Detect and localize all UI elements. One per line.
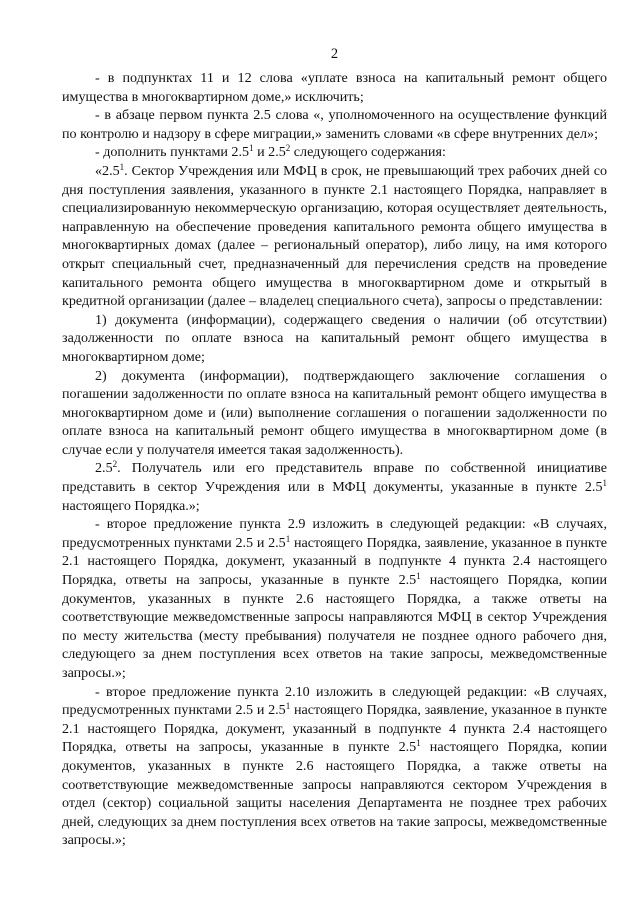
paragraph-text: 2.5 bbox=[95, 460, 113, 477]
superscript-index: 2 bbox=[285, 143, 291, 154]
paragraph-text: . Получатель или его представитель вправе по собственной инициативе представить в сектор Учреждения или в МФЦ документы, указанные в пункте 2.5 bbox=[62, 460, 607, 496]
paragraph-text: 1) документа (информации), содержащего сведения о наличии (об отсутствии) задолженности по оплате взноса на капитальный ремонт общего имущества в многоквартирном доме; bbox=[62, 311, 607, 365]
paragraph-text: «2.5 bbox=[95, 162, 120, 179]
paragraph bbox=[62, 311, 607, 367]
paragraph bbox=[62, 162, 607, 311]
paragraph-text: . Сектор Учреждения или МФЦ в срок, не превышающий трех рабочих дней со дня поступления заявления, указанного в пункте 2.1 настоящего Порядка, направляет в специализированную некоммерческую организацию, которая осуществляет деятельность, направленную на обеспечение проведения капитального ремонта общего имущества в многоквартирных домах (далее – региональный оператор), либо лицу, на имя которого открыт специальный счет, предназначенный для перечисления средств на проведение капитального ремонта общего имущества в многоквартирном доме и открытый в кредитной организации (далее – владелец специального счета), запросы о представлении: bbox=[62, 162, 607, 310]
paragraph bbox=[62, 106, 607, 143]
superscript-index: 1 bbox=[416, 738, 421, 749]
superscript-index: 1 bbox=[119, 161, 125, 172]
superscript-index: 1 bbox=[602, 478, 607, 489]
paragraph bbox=[62, 143, 607, 162]
paragraph-text: настоящего Порядка, копии документов, указанных в пункте 2.6 настоящего Порядка, а также ответы на соответствующие межведомственные запросы направляются МФЦ в сектор Учреждения по месту жительства (месту пребывания) получателя не позднее одного рабочего дня, следующего за днем поступления всех ответов на такие запросы, межведомственные запросы.»; bbox=[62, 572, 607, 681]
paragraph bbox=[62, 515, 607, 682]
superscript-index: 1 bbox=[416, 571, 421, 582]
paragraph-text: - второе предложение пункта 2.9 изложить в следующей редакции: «В случаях, предусмотренных пунктами 2.5 и 2.5 bbox=[62, 516, 607, 551]
paragraph-text: настоящего Порядка, заявление, указанное в пункте 2.1 настоящего Порядка, документ, указанный в подпункте 4 пункта 2.4 настоящего Порядка, ответы на запросы, указанные в пункте 2.5 bbox=[62, 702, 607, 756]
paragraph bbox=[62, 459, 607, 515]
superscript-index: 2 bbox=[112, 459, 118, 470]
page-number: 2 bbox=[330, 46, 339, 62]
paragraph-text: - в абзаце первом пункта 2.5 слова «, уполномоченного на осуществление функций по контролю и надзору в сфере миграции,» заменить словами «в сфере внутренних дел»; bbox=[62, 107, 607, 142]
paragraph bbox=[62, 69, 607, 106]
document-body bbox=[62, 69, 607, 850]
paragraph bbox=[62, 683, 607, 850]
paragraph-text: - дополнить пунктами 2.5 bbox=[95, 144, 250, 161]
paragraph-text: и 2.5 bbox=[253, 144, 286, 161]
paragraph bbox=[62, 367, 607, 460]
superscript-index: 1 bbox=[249, 143, 254, 154]
paragraph-text: - второе предложение пункта 2.10 изложить в следующей редакции: «В случаях, предусмотренных пунктами 2.5 и 2.5 bbox=[62, 683, 607, 719]
paragraph-text: - в подпунктах 11 и 12 слова «уплате взноса на капитальный ремонт общего имущества в многоквартирном доме,» исключить; bbox=[62, 70, 607, 105]
paragraph-text: 2) документа (информации), подтверждающего заключение соглашения о погашении задолженности по оплате взноса на капитальный ремонт общего имущества в многоквартирном доме и (или) выполнение соглашения о погашении задолженности по оплате взноса на капитальный ремонт общего имущества в многоквартирном доме (в случае если у получателя имеется такая задолженность). bbox=[62, 367, 607, 458]
superscript-index: 1 bbox=[285, 701, 291, 712]
superscript-index: 1 bbox=[285, 533, 291, 544]
paragraph-text: настоящего Порядка.»; bbox=[62, 497, 200, 514]
paragraph-text: следующего содержания: bbox=[290, 144, 446, 161]
paragraph-text: настоящего Порядка, копии документов, указанных в пункте 2.6 настоящего Порядка, а также ответы на соответствующие межведомственные запросы направляются сектором Учреждения в отдел (сектор) социальной защиты населения Департамента не позднее трех рабочих дней, следующих за днем поступления всех ответов на такие запросы, межведомственные запросы.»; bbox=[62, 739, 607, 849]
paragraph-text: настоящего Порядка, заявление, указанное в пункте 2.1 настоящего Порядка, документ, указанный в подпункте 4 пункта 2.4 настоящего Порядка, ответы на запросы, указанные в пункте 2.5 bbox=[62, 534, 607, 589]
